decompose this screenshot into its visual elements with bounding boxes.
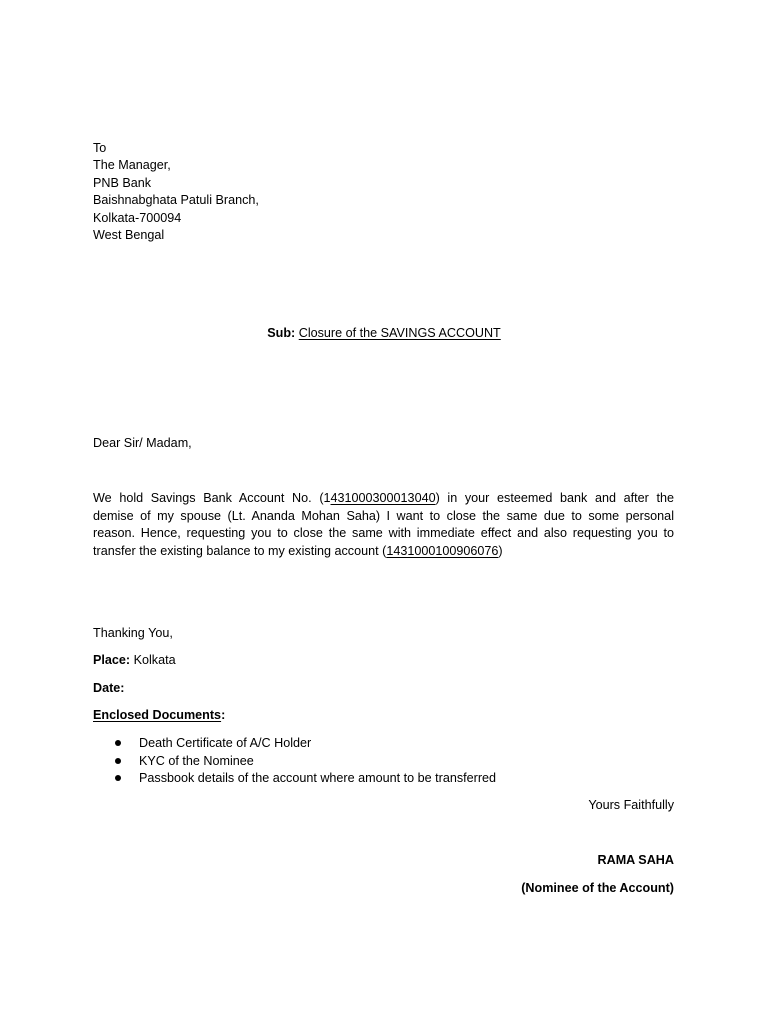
address-bank: PNB Bank — [93, 176, 152, 190]
address-state: West Bengal — [93, 228, 165, 242]
address-recipient: The Manager, — [93, 158, 171, 172]
body-line-2: demise of my spouse (Lt. Ananda Mohan Saha) I want to close the same due to some personal — [93, 508, 674, 523]
date-label: Date: — [93, 681, 125, 695]
subject-text: Closure of the SAVINGS ACCOUNT — [298, 326, 501, 340]
address-branch: Baishnabghata Patuli Branch, — [93, 193, 259, 207]
signer-name: RAMA SAHA — [597, 853, 674, 867]
body-line-3: reason. Hence, requesting you to close the same with immediate effect and also requesting you to — [93, 526, 674, 540]
closing-text: Thanking You, — [93, 626, 173, 640]
signoff-text: Yours Faithfully — [588, 798, 674, 812]
place-label: Place: — [93, 653, 131, 667]
subject-label: Sub: — [267, 326, 296, 340]
salutation: Dear Sir/ Madam, — [93, 436, 192, 450]
place-value: Kolkata — [130, 653, 176, 667]
subject-line — [0, 325, 768, 342]
signer-role: (Nominee of the Account) — [521, 881, 674, 895]
list-item: Passbook details of the account where amount to be transferred — [93, 770, 496, 788]
date-line — [93, 680, 125, 697]
address-to: To — [93, 141, 107, 155]
bullet-icon — [115, 775, 121, 781]
enclosed-label: Enclosed Documents — [93, 708, 222, 722]
bullet-icon — [115, 740, 121, 746]
list-item: KYC of the Nominee — [93, 753, 496, 771]
list-item: Death Certificate of A/C Holder — [93, 735, 496, 753]
body-line-4: transfer the existing balance to my existing account (1431000100906076) — [93, 543, 503, 558]
body-paragraph — [93, 490, 674, 560]
body-line-1: We hold Savings Bank Account No. (1431000300013040) in your esteemed bank and after the — [93, 491, 674, 505]
address-city: Kolkata-700094 — [93, 211, 182, 225]
account-number-old: 431000300013040 — [330, 491, 436, 505]
enclosed-heading: Enclosed Documents: — [93, 708, 226, 722]
bullet-icon — [115, 758, 121, 764]
place-line — [93, 652, 176, 669]
account-number-new: 1431000100906076 — [386, 543, 499, 558]
enclosed-documents-list — [93, 735, 496, 788]
